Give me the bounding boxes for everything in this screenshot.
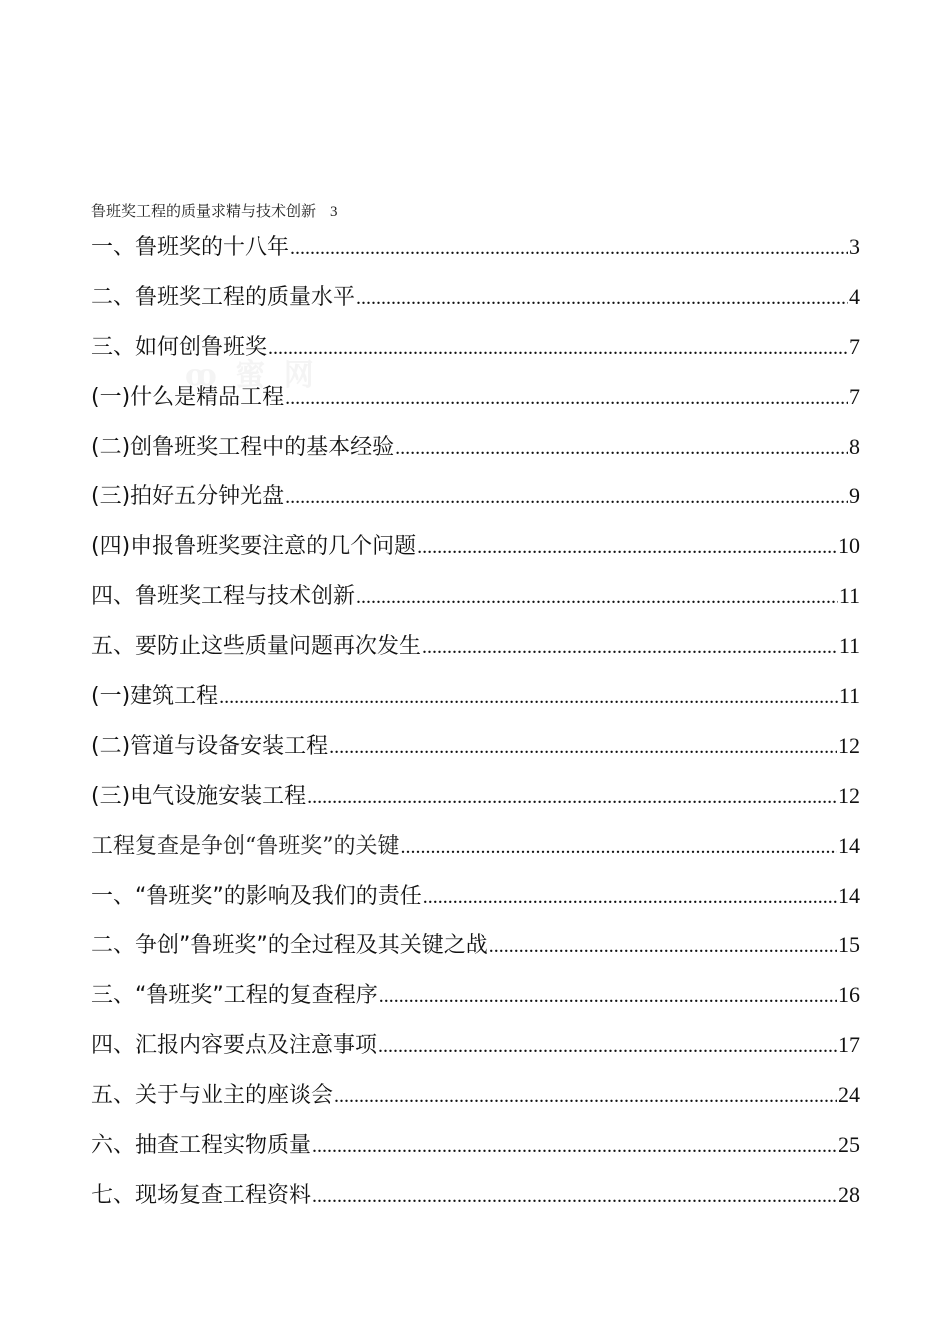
toc-entry[interactable] [91,776,860,826]
toc-entry[interactable] [91,377,860,427]
toc-entry-page-number: 10 [838,533,860,559]
toc-entry[interactable] [91,925,860,975]
toc-entry[interactable] [91,526,860,576]
toc-dot-leader [379,976,837,1016]
toc-entry-label: 一、“鲁班奖”的影响及我们的责任 [91,883,422,909]
toc-entry-page-number: 25 [838,1132,860,1158]
toc-entry-label: (一)建筑工程 [91,684,219,710]
watermark: ꝏ 蜜 网 [185,358,318,393]
toc-entry-label: (三)拍好五分钟光盘 [91,484,285,510]
toc-dot-leader [268,328,848,368]
toc-dot-leader [334,1076,837,1116]
toc-entry-page-number: 7 [849,383,860,409]
toc-dot-leader [395,428,848,468]
toc-dot-leader [356,577,838,617]
toc-entry[interactable] [91,327,860,377]
toc-entry-label: 二、鲁班奖工程的质量水平 [91,284,356,310]
toc-entry-page-number: 24 [838,1082,860,1108]
toc-entry[interactable] [91,1075,860,1125]
toc-entry-page-number: 16 [838,982,860,1008]
toc-header-line [91,200,338,221]
table-of-contents [91,227,860,1225]
toc-dot-leader [417,527,837,567]
toc-entry-page-number: 11 [838,683,860,709]
toc-header-title: 鲁班奖工程的质量求精与技术创新 [91,202,317,220]
toc-entry[interactable] [91,626,860,676]
toc-entry-label: (二)管道与设备安装工程 [91,733,329,759]
toc-entry-label: (一)什么是精品工程 [91,384,285,410]
toc-entry[interactable] [91,726,860,776]
toc-entry-label: 工程复查是争创“鲁班奖”的关键 [91,833,400,859]
toc-dot-leader [219,677,838,717]
toc-entry-page-number: 14 [838,882,860,908]
toc-entry-label: 六、抽查工程实物质量 [91,1133,312,1159]
toc-entry[interactable] [91,1175,860,1225]
toc-dot-leader [401,827,838,867]
toc-entry[interactable] [91,975,860,1025]
toc-entry[interactable] [91,826,860,876]
toc-entry[interactable] [91,676,860,726]
toc-entry[interactable] [91,876,860,926]
toc-entry-page-number: 3 [849,234,860,259]
toc-dot-leader [356,278,848,318]
toc-entry-page-number: 14 [838,832,860,858]
toc-entry-page-number: 8 [849,433,860,459]
toc-entry-page-number: 4 [849,283,860,309]
toc-entry-page-number: 12 [838,732,860,758]
toc-entry-page-number: 12 [838,782,860,808]
toc-entry-label: 三、如何创鲁班奖 [91,334,268,360]
toc-entry-page-number: 17 [838,1032,860,1058]
toc-entry-page-number: 9 [849,483,860,509]
toc-dot-leader [290,228,848,268]
toc-entry-label: 二、争创”鲁班奖”的全过程及其关键之战 [91,933,488,959]
toc-entry-label: (三)电气设施安装工程 [91,783,307,809]
toc-dot-leader [307,777,837,817]
toc-entry-page-number: 11 [838,633,860,659]
toc-entry[interactable] [91,476,860,526]
toc-entry-label: 三、“鲁班奖”工程的复查程序 [91,983,378,1009]
toc-dot-leader [378,1026,837,1066]
toc-entry-label: 一、鲁班奖的十八年 [91,235,290,260]
toc-entry-label: (二)创鲁班奖工程中的基本经验 [91,434,395,460]
toc-entry[interactable] [91,576,860,626]
toc-entry-page-number: 28 [838,1181,860,1207]
toc-entry-label: 四、鲁班奖工程与技术创新 [91,584,356,610]
toc-entry-label: 四、汇报内容要点及注意事项 [91,1033,378,1059]
toc-dot-leader [312,1126,837,1166]
toc-entry[interactable] [91,277,860,327]
toc-entry[interactable] [91,1125,860,1175]
toc-entry-label: (四)申报鲁班奖要注意的几个问题 [91,534,417,560]
toc-dot-leader [422,627,838,667]
toc-dot-leader [285,378,848,418]
toc-entry-label: 五、关于与业主的座谈会 [91,1083,334,1109]
toc-entry-page-number: 7 [849,333,860,359]
toc-dot-leader [489,926,837,966]
toc-entry[interactable] [91,1025,860,1075]
toc-dot-leader [285,477,848,517]
toc-dot-leader [329,727,837,767]
toc-entry[interactable] [91,427,860,477]
toc-dot-leader [423,877,837,917]
toc-entry[interactable] [91,227,860,277]
toc-dot-leader [312,1176,837,1216]
toc-entry-page-number: 15 [838,932,860,958]
toc-entry-label: 七、现场复查工程资料 [91,1182,312,1208]
toc-entry-label: 五、要防止这些质量问题再次发生 [91,634,422,660]
toc-header-page: 3 [330,204,338,220]
toc-entry-page-number: 11 [838,583,860,609]
